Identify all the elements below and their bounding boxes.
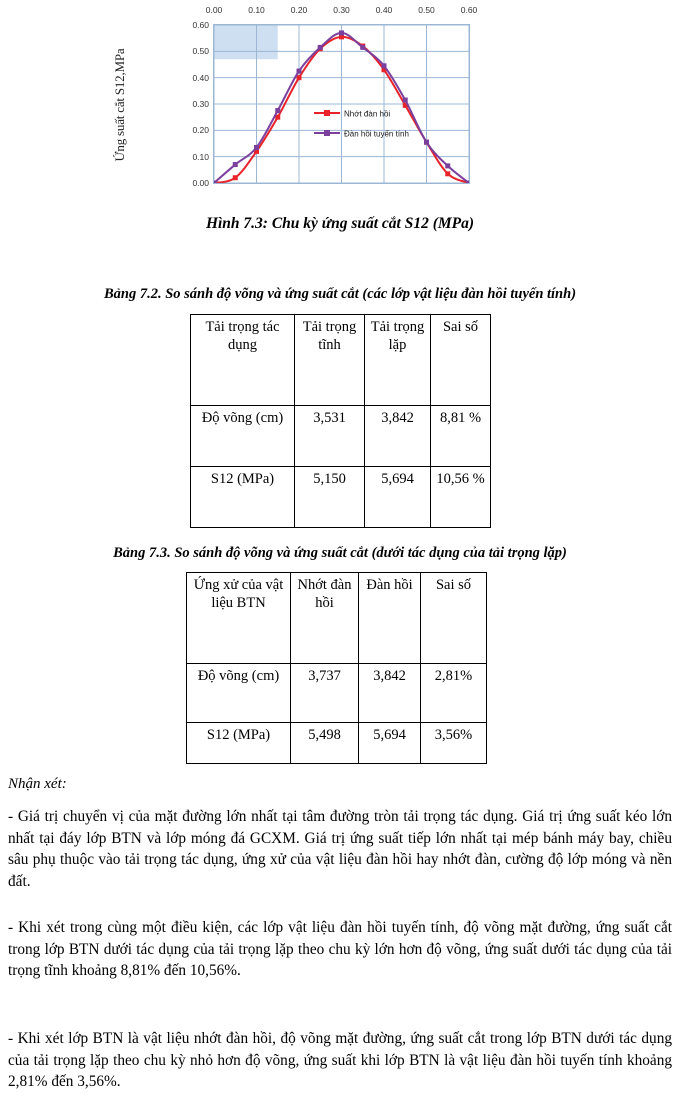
chart-frame (186, 2, 486, 192)
table-cell: 3,842 (365, 406, 431, 467)
chart-x-tick-label: 0.50 (418, 5, 435, 15)
table-header-cell: Ứng xử của vật liệu BTN (187, 573, 291, 664)
chart-data-marker (214, 181, 216, 183)
notes-paragraph: - Giá trị chuyển vị của mặt đường lớn nhất tại tâm đường tròn tải trọng tác dụng. Giá trị ứng suất kéo lớn nhất tại đáy lớp BTN và lớp móng đá GCXM. Giá trị ứng suất tiếp lớn nhất tại mép bánh máy bay, chiều sâu phụ thuộc vào tải trọng tác dụng, ứng xử của vật liệu đàn hồi hay nhớt đàn, cường độ lớp móng và nền đất. (8, 808, 672, 891)
table-cell: 5,150 (295, 467, 365, 528)
notes-paragraph: - Khi xét lớp BTN là vật liệu nhớt đàn hồi, độ võng mặt đường, ứng suất cắt trong lớp BTN dưới tác dụng của tải trọng lặp theo chu kỳ nhỏ hơn độ võng, ứng suất khi lớp BTN là vật liệu đàn hồi tuyến tính khoảng 2,81% đến 3,56%. (8, 1030, 672, 1091)
chart-y-tick-label: 0.60 (192, 20, 209, 30)
chart-y-tick-label: 0.00 (192, 178, 209, 188)
table-7-3 (186, 572, 487, 764)
table-header-cell: Tải trọng lặp (365, 315, 431, 406)
chart-y-tick-label: 0.40 (192, 72, 209, 83)
notes-heading: Nhận xét: (8, 776, 67, 792)
table-row (187, 664, 487, 723)
notes-paragraph: - Khi xét trong cùng một điều kiện, các lớp vật liệu đàn hồi tuyến tính, độ võng mặt đường, ứng suất cắt trong lớp BTN dưới tác dụng của tải trọng lặp theo chu kỳ lớn hơn độ võng, ứng suất dưới tác dụng của tải trọng tĩnh khoảng 8,81% đến 10,56%. (8, 919, 672, 980)
figure-chart-7-3 (0, 0, 680, 205)
chart-data-marker (446, 172, 450, 176)
chart-legend-swatch-marker (324, 110, 330, 116)
table-cell: 2,81% (421, 664, 487, 723)
table-cell: 5,694 (359, 723, 421, 764)
chart-x-tick-label: 0.40 (375, 5, 393, 15)
table-header-cell: Sai số (421, 573, 487, 664)
chart-x-axis-tick-labels (186, 2, 486, 24)
table-cell: 3,737 (291, 664, 359, 723)
chart-y-tick-label: 0.20 (192, 125, 209, 136)
chart-data-marker (276, 108, 280, 112)
table-header-cell: Sai số (431, 315, 491, 406)
chart-y-tick-label: 0.30 (192, 99, 209, 109)
figure-caption: Hình 7.3: Chu kỳ ứng suất cắt S12 (MPa) (205, 215, 475, 232)
chart-data-marker (424, 140, 428, 144)
table-cell: 10,56 % (431, 467, 491, 528)
chart-data-marker (233, 162, 237, 166)
chart-data-marker (361, 45, 365, 49)
table-cell: 3,842 (359, 664, 421, 723)
table-cell: 5,694 (365, 467, 431, 528)
table-row (187, 573, 487, 664)
table-cell: 5,498 (291, 723, 359, 764)
table-header-cell: Nhớt đàn hồi (291, 573, 359, 664)
chart-data-marker (297, 75, 301, 79)
chart-svg (214, 25, 469, 183)
table-7-2-caption: Bảng 7.2. So sánh độ võng và ứng suất cắt (các lớp vật liệu đàn hồi tuyến tính) (103, 286, 577, 302)
chart-legend-label: Nhớt đàn hồi (344, 109, 391, 119)
chart-data-marker (254, 145, 258, 149)
table-7-3-caption: Bảng 7.3. So sánh độ võng và ứng suất cắt (dưới tác dụng của tải trọng lặp) (113, 545, 567, 561)
chart-x-tick-label: 0.00 (205, 5, 223, 15)
chart-data-marker (318, 45, 322, 49)
table-row (191, 406, 491, 467)
chart-y-axis-title: Ứng suất cắt S12,MPa (112, 48, 127, 162)
chart-plot-area (213, 24, 470, 184)
chart-legend-label: Đàn hồi tuyến tính (344, 129, 409, 139)
chart-x-tick-label: 0.30 (333, 5, 350, 15)
chart-legend-swatch-marker (324, 130, 330, 136)
chart-x-tick-label: 0.60 (460, 5, 478, 15)
table-row (191, 467, 491, 528)
chart-data-marker (403, 98, 407, 102)
chart-y-tick-label: 0.50 (192, 46, 209, 57)
chart-data-marker (382, 64, 386, 68)
table-cell: 3,56% (421, 723, 487, 764)
table-header-cell: Đàn hồi (359, 573, 421, 664)
table-row (187, 723, 487, 764)
chart-x-tick-label: 0.10 (248, 5, 265, 15)
table-header-cell: Tải trọng tĩnh (295, 315, 365, 406)
table-cell: Độ võng (cm) (187, 664, 291, 723)
chart-y-axis-tick-labels (186, 20, 211, 188)
chart-data-marker (233, 176, 237, 180)
table-cell: Độ võng (cm) (191, 406, 295, 467)
table-header-cell: Tải trọng tác dụng (191, 315, 295, 406)
table-cell: S12 (MPa) (191, 467, 295, 528)
table-row (191, 315, 491, 406)
chart-selection-highlight (214, 25, 278, 59)
chart-data-marker (297, 69, 301, 73)
chart-data-marker (339, 31, 343, 35)
chart-data-marker (446, 164, 450, 168)
chart-y-tick-label: 0.10 (192, 151, 209, 162)
table-cell: S12 (MPa) (187, 723, 291, 764)
table-7-2 (190, 314, 491, 528)
table-cell: 3,531 (295, 406, 365, 467)
table-cell: 8,81 % (431, 406, 491, 467)
chart-data-marker (276, 115, 280, 119)
chart-x-tick-label: 0.20 (290, 5, 308, 15)
chart-data-marker (467, 181, 469, 183)
